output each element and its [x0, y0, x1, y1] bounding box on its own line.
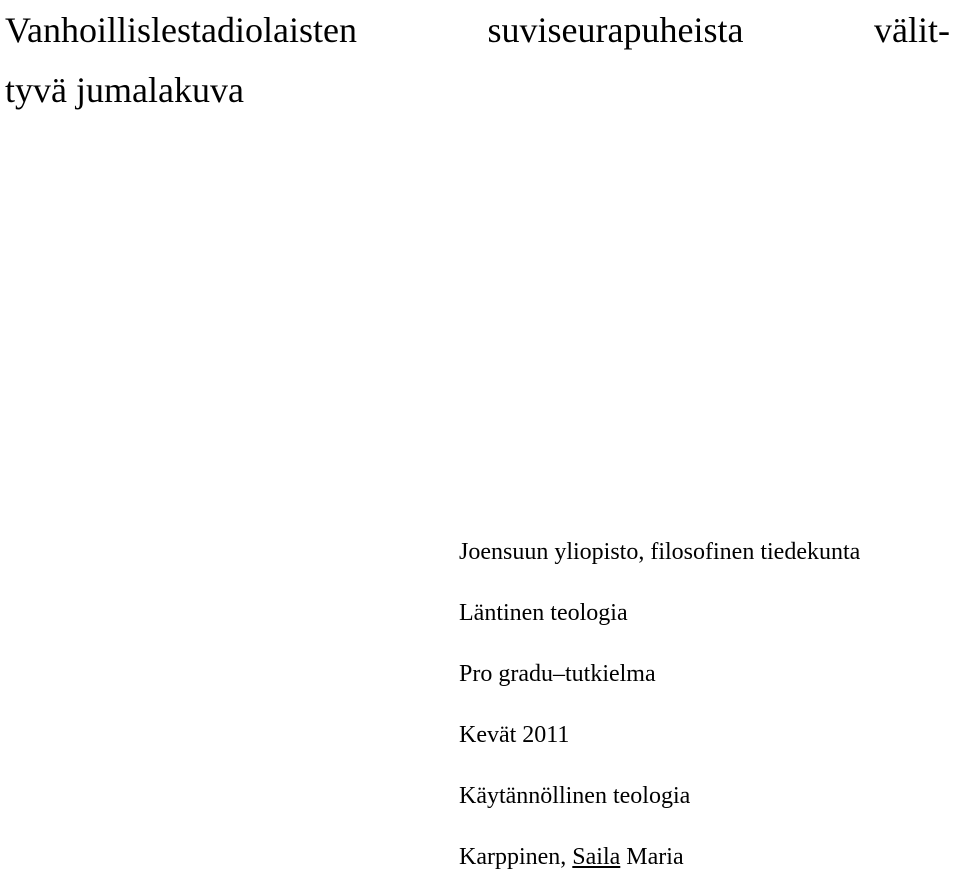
thesis-type: Pro gradu–tutkielma: [459, 661, 656, 687]
title-word: Vanhoillislestadiolaisten: [5, 10, 357, 50]
title-line-1: [5, 0, 950, 60]
term: Kevät 2011: [459, 722, 570, 748]
author: [459, 840, 949, 874]
department: Läntinen teologia: [459, 600, 628, 626]
author-middle-name: Maria: [626, 844, 684, 870]
author-surname: Karppinen,: [459, 844, 567, 870]
thesis-info: [459, 535, 949, 874]
title-word: suviseurapuheista: [487, 10, 744, 50]
university-faculty: Joensuun yliopisto, filosofinen tiedekunta: [459, 539, 861, 565]
title-word: välit-: [874, 10, 950, 50]
title-line-2: tyvä jumalakuva: [5, 70, 244, 110]
subject: Käytännöllinen teologia: [459, 783, 691, 809]
author-first-name: Saila: [572, 844, 621, 870]
document-title: [5, 0, 950, 120]
